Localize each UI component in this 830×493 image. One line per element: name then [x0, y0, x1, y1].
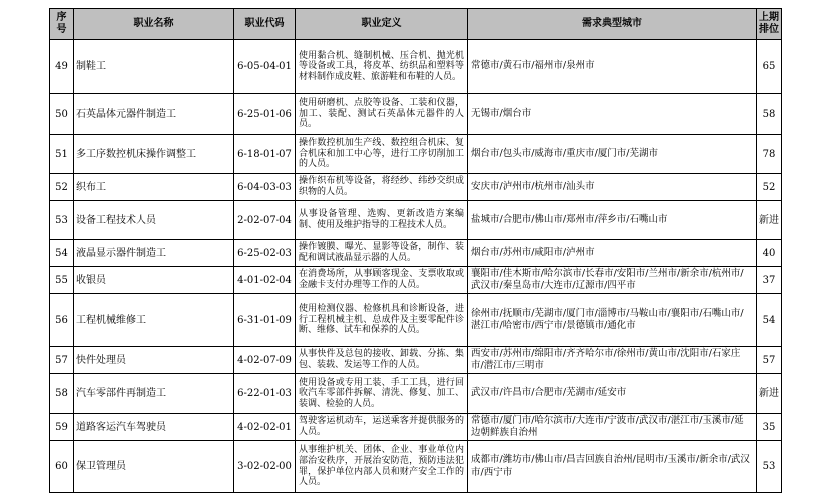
- table-row: [50, 347, 782, 374]
- cell-code: 4-02-07-09: [234, 347, 296, 374]
- table-row: [50, 374, 782, 414]
- cell-code: 6-04-03-03: [234, 174, 296, 201]
- cell-seq: 54: [50, 240, 74, 267]
- cell-code: 6-18-01-07: [234, 135, 296, 174]
- cell-rank: 53: [757, 441, 782, 493]
- cell-cities: 徐州市/抚顺市/芜湖市/厦门市/淄博市/马鞍山市/襄阳市/石嘴山市/湛江市/哈密市/西宁市/景德镇市/通化市: [468, 294, 757, 347]
- cell-name: 织布工: [74, 174, 234, 201]
- table-row: [50, 201, 782, 240]
- cell-cities: 烟台市/包头市/威海市/重庆市/厦门市/芜湖市: [468, 135, 757, 174]
- cell-rank: 58: [757, 94, 782, 135]
- table-row: [50, 174, 782, 201]
- cell-seq: 59: [50, 414, 74, 441]
- header-seq: 序号: [50, 9, 74, 40]
- cell-seq: 51: [50, 135, 74, 174]
- table-row: [50, 414, 782, 441]
- cell-name: 石英晶体元器件制造工: [74, 94, 234, 135]
- cell-definition: 使用设备或专用工装、手工工具，进行回收汽车零部件拆解、清洗、修复、加工、装调、检验的人员。: [296, 374, 468, 414]
- cell-name: 制鞋工: [74, 40, 234, 94]
- cell-code: 4-02-02-01: [234, 414, 296, 441]
- cell-name: 快件处理员: [74, 347, 234, 374]
- occupation-table: [49, 8, 782, 493]
- cell-definition: 使用检测仪器、检修机具和诊断设备，进行工程机械主机、总成件及主要零配件诊断、维修、试车和保养的人员。: [296, 294, 468, 347]
- cell-rank: 35: [757, 414, 782, 441]
- cell-code: 4-01-02-04: [234, 267, 296, 294]
- cell-rank: 新进: [757, 374, 782, 414]
- cell-name: 保卫管理员: [74, 441, 234, 493]
- cell-cities: 常德市/黄石市/福州市/泉州市: [468, 40, 757, 94]
- cell-definition: 驾驶客运机动车，运送乘客并提供服务的人员。: [296, 414, 468, 441]
- cell-name: 收银员: [74, 267, 234, 294]
- cell-seq: 60: [50, 441, 74, 493]
- cell-definition: 使用黏合机、缝制机械、压合机、抛光机等设备或工具，将皮革、纺织品和塑料等材料制作成皮鞋、旅游鞋和布鞋的人员。: [296, 40, 468, 94]
- cell-seq: 50: [50, 94, 74, 135]
- cell-name: 多工序数控机床操作调整工: [74, 135, 234, 174]
- cell-code: 6-31-01-09: [234, 294, 296, 347]
- table-row: [50, 441, 782, 493]
- cell-rank: 65: [757, 40, 782, 94]
- cell-seq: 53: [50, 201, 74, 240]
- cell-cities: 安庆市/泸州市/杭州市/汕头市: [468, 174, 757, 201]
- cell-definition: 操作织布机等设备，将经纱、纬纱交织成织物的人员。: [296, 174, 468, 201]
- cell-cities: 烟台市/苏州市/咸阳市/泸州市: [468, 240, 757, 267]
- cell-rank: 37: [757, 267, 782, 294]
- cell-definition: 操作镀膜、曝光、显影等设备，制作、装配和调试液晶显示器的人员。: [296, 240, 468, 267]
- header-rank: 上期排位: [757, 9, 782, 40]
- cell-rank: 54: [757, 294, 782, 347]
- table-row: [50, 240, 782, 267]
- cell-cities: 无锡市/烟台市: [468, 94, 757, 135]
- header-name: 职业名称: [74, 9, 234, 40]
- cell-cities: 西安市/苏州市/绵阳市/齐齐哈尔市/徐州市/黄山市/沈阳市/石家庄市/潜江市/三明市: [468, 347, 757, 374]
- table-header-row: [50, 9, 782, 40]
- cell-code: 6-22-01-03: [234, 374, 296, 414]
- cell-cities: 成都市/潍坊市/佛山市/昌吉回族自治州/昆明市/玉溪市/新余市/武汉市/西宁市: [468, 441, 757, 493]
- cell-rank: 52: [757, 174, 782, 201]
- cell-rank: 新进: [757, 201, 782, 240]
- cell-cities: 盐城市/合肥市/佛山市/郑州市/萍乡市/石嘴山市: [468, 201, 757, 240]
- header-code: 职业代码: [234, 9, 296, 40]
- cell-rank: 57: [757, 347, 782, 374]
- cell-seq: 52: [50, 174, 74, 201]
- cell-cities: 武汉市/许昌市/合肥市/芜湖市/延安市: [468, 374, 757, 414]
- cell-rank: 40: [757, 240, 782, 267]
- cell-seq: 55: [50, 267, 74, 294]
- cell-definition: 从事维护机关、团体、企业、事业单位内部治安秩序，开展治安防范，预防违法犯罪，保护单位内部人员和财产安全工作的人员。: [296, 441, 468, 493]
- table-row: [50, 135, 782, 174]
- cell-name: 道路客运汽车驾驶员: [74, 414, 234, 441]
- cell-definition: 在消费场所，从事顾客现金、支票收取或金融卡支付办理等工作的人员。: [296, 267, 468, 294]
- cell-seq: 56: [50, 294, 74, 347]
- cell-rank: 78: [757, 135, 782, 174]
- cell-name: 设备工程技术人员: [74, 201, 234, 240]
- cell-code: 6-05-04-01: [234, 40, 296, 94]
- cell-seq: 58: [50, 374, 74, 414]
- table-row: [50, 294, 782, 347]
- table-row: [50, 267, 782, 294]
- cell-code: 2-02-07-04: [234, 201, 296, 240]
- cell-code: 6-25-01-06: [234, 94, 296, 135]
- header-definition: 职业定义: [296, 9, 468, 40]
- cell-code: 6-25-02-03: [234, 240, 296, 267]
- cell-name: 汽车零部件再制造工: [74, 374, 234, 414]
- cell-cities: 常德市/厦门市/哈尔滨市/大连市/宁波市/武汉市/湛江市/玉溪市/延边朝鲜族自治州: [468, 414, 757, 441]
- cell-seq: 57: [50, 347, 74, 374]
- cell-definition: 使用研磨机、点胶等设备、工装和仪器，加工、装配、测试石英晶体元器件的人员。: [296, 94, 468, 135]
- header-cities: 需求典型城市: [468, 9, 757, 40]
- table-row: [50, 94, 782, 135]
- table-row: [50, 40, 782, 94]
- cell-cities: 襄阳市/佳木斯市/哈尔滨市/长春市/安阳市/兰州市/新余市/杭州市/武汉市/秦皇岛市/大连市/辽源市/四平市: [468, 267, 757, 294]
- cell-name: 液晶显示器件制造工: [74, 240, 234, 267]
- cell-seq: 49: [50, 40, 74, 94]
- cell-definition: 从事快件及总包的接收、卸载、分拣、集包、装载、发运等工作的人员。: [296, 347, 468, 374]
- cell-code: 3-02-02-00: [234, 441, 296, 493]
- cell-name: 工程机械维修工: [74, 294, 234, 347]
- cell-definition: 操作数控机加生产线、数控组合机床、复合机床和加工中心等，进行工序切削加工的人员。: [296, 135, 468, 174]
- cell-definition: 从事设备管理、选购、更新改造方案编制、使用及维护指导的工程技术人员。: [296, 201, 468, 240]
